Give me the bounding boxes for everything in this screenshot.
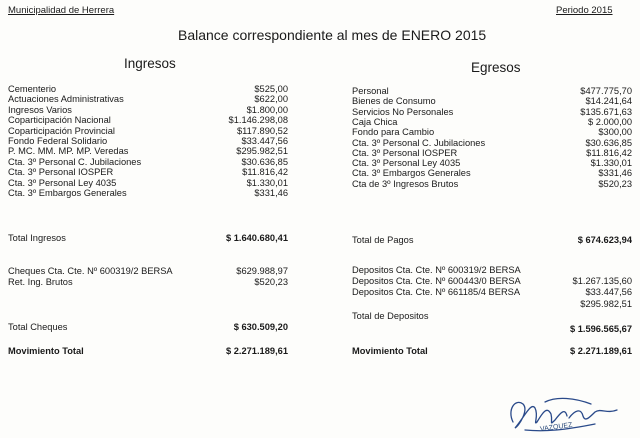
signature-name: VAZQUEZ: [539, 421, 573, 434]
deposito-item-label: Depositos Cta. Cte. Nº 600443/0 BERSA: [352, 276, 521, 287]
ingreso-item-row: [8, 146, 288, 156]
ingreso-item-row: [8, 94, 288, 104]
egreso-item-row: [352, 107, 632, 117]
ingreso-item-label: Cta. 3º Personal Ley 4035: [8, 177, 117, 188]
movimiento-egresos-row: [352, 346, 632, 356]
egreso-item-row: [352, 127, 632, 137]
total-ingresos-amount: $ 1.640.680,41: [225, 233, 288, 243]
total-depositos-amount: $ 1.596.565,67: [569, 324, 632, 334]
movimiento-egresos-label: Movimiento Total: [352, 346, 428, 356]
ingreso-item-label: Coparticipación Nacional: [8, 115, 111, 126]
total-cheques-amount: $ 630.509,20: [233, 322, 288, 332]
ingreso-item-row: [8, 157, 288, 167]
egreso-item-label: Personal: [352, 86, 389, 96]
egreso-item-row: [352, 148, 632, 158]
total-depositos-amount-row: [352, 324, 632, 334]
cheque-item-amount: $520,23: [254, 276, 288, 287]
ingreso-item-amount: $1.330,01: [246, 177, 288, 188]
ingreso-item-amount: $30.636,85: [241, 156, 288, 167]
ingreso-item-label: Cta. 3º Personal IOSPER: [8, 167, 114, 178]
total-cheques-label: Total Cheques: [8, 322, 68, 332]
ingreso-item-row: [8, 105, 288, 115]
page-title: Balance correspondiente al mes de ENERO 2015: [178, 27, 487, 43]
cheque-item-label: Ret. Ing. Brutos: [8, 276, 73, 287]
deposito-item-row: [352, 287, 632, 297]
total-ingresos-label: Total Ingresos: [8, 233, 66, 243]
ingreso-item-amount: $525,00: [254, 84, 288, 94]
egreso-item-amount: $14.241,64: [585, 96, 632, 107]
cheque-item-amount: $629.988,97: [236, 266, 288, 276]
movimiento-egresos-amount: $ 2.271.189,61: [569, 346, 632, 356]
ingreso-item-row: [8, 115, 288, 125]
egreso-item-amount: $11.816,42: [586, 147, 632, 158]
cheque-item-row: [8, 277, 288, 287]
deposito-item-row: [352, 276, 632, 286]
egreso-item-amount: $1.330,01: [590, 158, 632, 169]
egreso-item-label: Caja Chica: [352, 116, 398, 127]
ingreso-item-label: Cta. 3º Embargos Generales: [8, 188, 127, 198]
deposito-item-label: Depositos Cta. Cte. Nº 661185/4 BERSA: [352, 287, 521, 298]
deposito-item-row: [352, 299, 632, 309]
total-depositos-label: Total de Depositos: [352, 311, 429, 321]
egreso-item-label: Cta. 3º Personal IOSPER: [352, 147, 458, 158]
egreso-item-amount: $331,46: [598, 168, 632, 179]
cheque-item-label: Cheques Cta. Cte. Nº 600319/2 BERSA: [8, 266, 173, 276]
egreso-item-amount: $ 2.000,00: [588, 116, 632, 127]
egreso-item-amount: $477.775,70: [580, 86, 632, 96]
ingreso-item-row: [8, 126, 288, 136]
ingreso-item-amount: $1.146.298,08: [228, 115, 288, 126]
ingresos-heading: Ingresos: [124, 56, 176, 71]
egreso-item-row: [352, 158, 632, 168]
egreso-item-amount: $30.636,85: [585, 137, 632, 148]
deposito-item-amount: $33.447,56: [585, 287, 632, 298]
deposito-item-label: Depositos Cta. Cte. Nº 600319/2 BERSA: [352, 265, 521, 275]
egreso-item-row: [352, 117, 632, 127]
ingreso-item-amount: $11.816,42: [242, 167, 288, 178]
total-depositos-row: [352, 311, 632, 321]
egreso-item-label: Cta. 3º Personal Ley 4035: [352, 158, 461, 169]
movimiento-ingresos-row: [8, 346, 288, 356]
ingreso-item-amount: $295.982,51: [236, 146, 288, 157]
ingreso-item-row: [8, 136, 288, 146]
total-cheques-row: [8, 322, 288, 332]
egreso-item-row: [352, 179, 632, 189]
deposito-item-amount: $295.982,51: [580, 298, 632, 309]
ingreso-item-label: P. MC. MM. MP. MP. Veredas: [8, 146, 129, 157]
egreso-item-row: [352, 96, 632, 106]
ingreso-item-amount: $1.800,00: [246, 104, 288, 115]
egreso-item-amount: $520,23: [598, 178, 632, 189]
egreso-item-row: [352, 86, 632, 96]
ingreso-item-amount: $331,46: [254, 188, 288, 198]
ingreso-item-row: [8, 188, 288, 198]
ingreso-item-amount: $622,00: [254, 94, 288, 105]
ingreso-item-label: Cementerio: [8, 84, 57, 94]
egresos-heading: Egresos: [471, 60, 521, 75]
egreso-item-row: [352, 138, 632, 148]
egreso-item-label: Cta de 3º Ingresos Brutos: [352, 178, 459, 189]
movimiento-ingresos-amount: $ 2.271.189,61: [225, 346, 288, 356]
egreso-item-label: Cta. 3º Embargos Generales: [352, 168, 471, 179]
total-ingresos-row: [8, 233, 288, 243]
egreso-item-label: Servicios No Personales: [352, 106, 454, 117]
egreso-item-amount: $300,00: [598, 127, 632, 138]
cheque-item-row: [8, 266, 288, 276]
total-pagos-amount: $ 674.623,94: [577, 235, 632, 245]
ingreso-item-label: Actuaciones Administrativas: [8, 94, 124, 105]
ingreso-item-label: Ingresos Varios: [8, 104, 72, 115]
ingreso-item-amount: $33.447,56: [241, 136, 288, 146]
ingreso-item-row: [8, 178, 288, 188]
egreso-item-label: Cta. 3º Personal C. Jubilaciones: [352, 137, 486, 148]
egreso-item-label: Bienes de Consumo: [352, 96, 436, 107]
egreso-item-row: [352, 168, 632, 178]
egreso-item-amount: $135.671,63: [580, 106, 632, 117]
egreso-item-label: Fondo para Cambio: [352, 127, 435, 138]
ingreso-item-amount: $117.890,52: [236, 125, 288, 136]
total-pagos-row: [352, 235, 632, 245]
total-pagos-label: Total de Pagos: [352, 235, 414, 245]
municipality-name: Municipalidad de Herrera: [8, 5, 115, 16]
deposito-item-row: [352, 265, 632, 275]
ingreso-item-label: Coparticipación Provincial: [8, 125, 115, 136]
ingreso-item-row: [8, 167, 288, 177]
ingreso-item-row: [8, 84, 288, 94]
period-label: Periodo 2015: [556, 5, 613, 16]
ingreso-item-label: Fondo Federal Solidario: [8, 136, 108, 146]
ingreso-item-label: Cta. 3º Personal C. Jubilaciones: [8, 156, 142, 167]
deposito-item-amount: $1.267.135,60: [572, 276, 632, 287]
movimiento-ingresos-label: Movimiento Total: [8, 346, 84, 356]
